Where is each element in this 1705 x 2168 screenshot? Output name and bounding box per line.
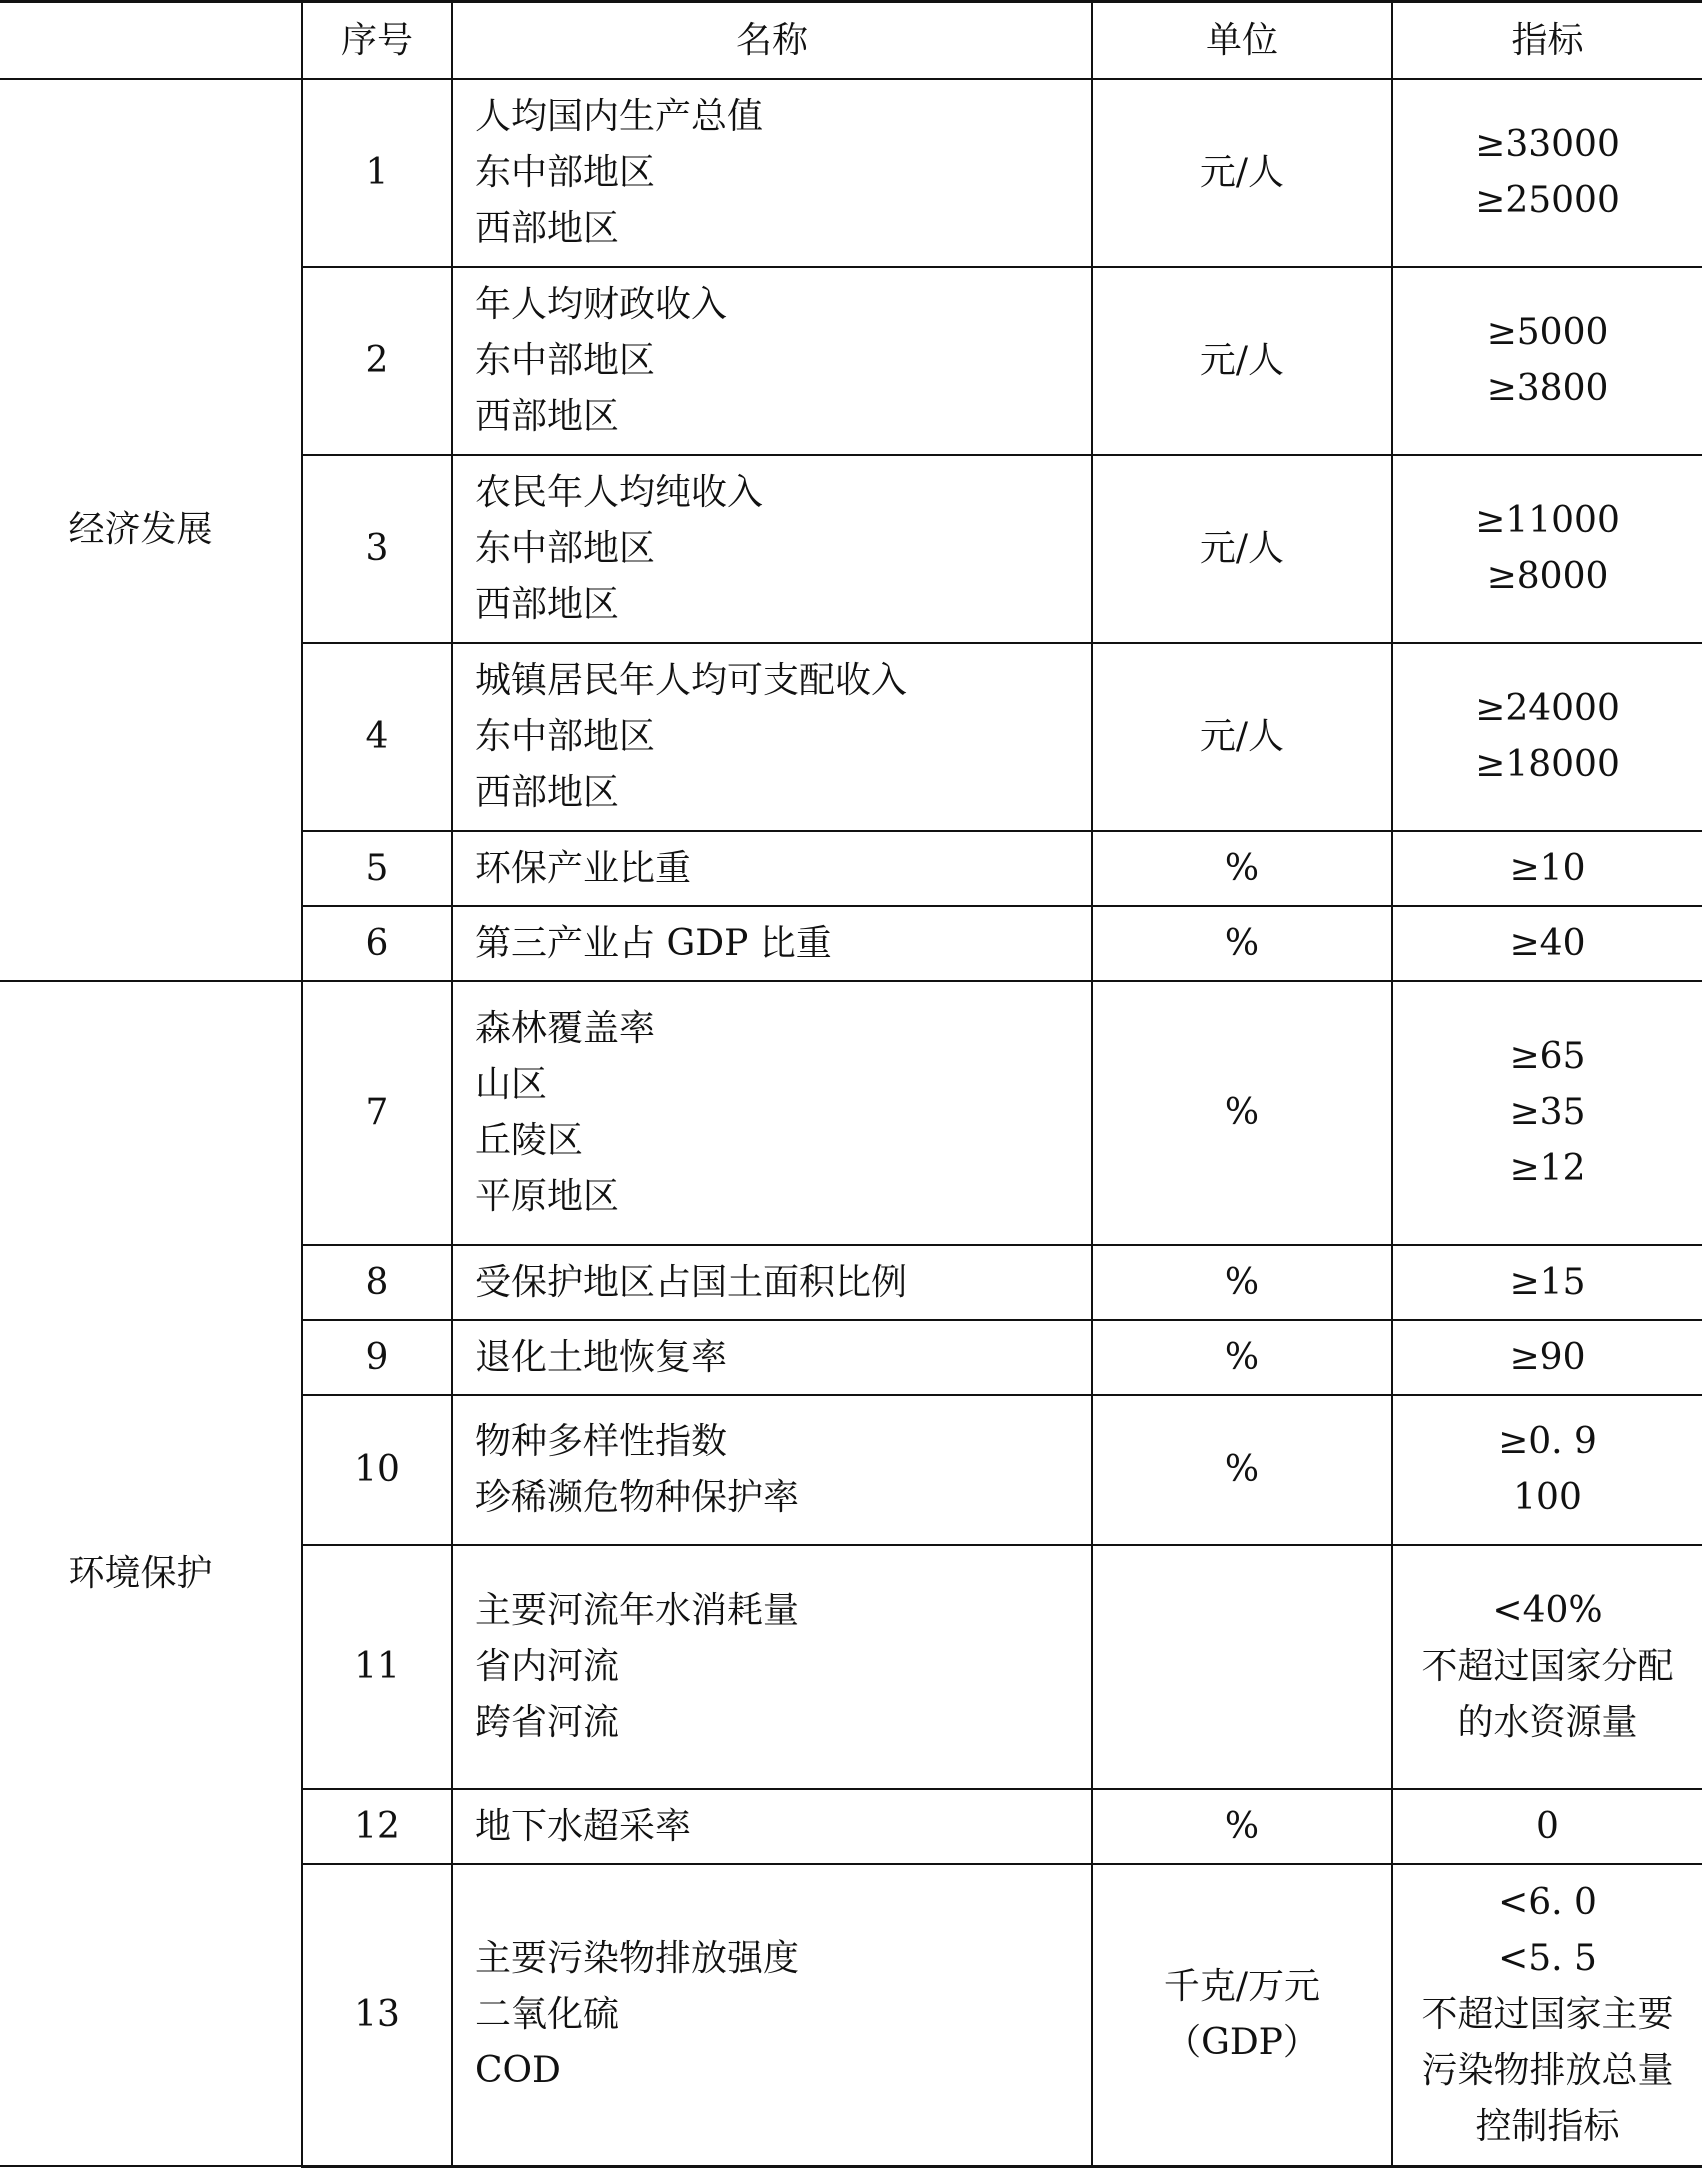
indicator-value-line: 不超过国家主要 — [1421, 1993, 1674, 2035]
row-number-cell: 5 — [302, 831, 452, 906]
indicator-name-line: 平原地区 — [475, 1176, 620, 1217]
table-header-row — [0, 2, 1702, 80]
unit-cell — [1092, 831, 1392, 906]
unit-cell — [1092, 1245, 1392, 1320]
indicator-name-line: 珍稀濒危物种保护率 — [475, 1477, 800, 1518]
unit-line: % — [1224, 922, 1260, 964]
indicator-value-line: ≥24000 — [1475, 688, 1620, 729]
indicator-value-line: ≥33000 — [1475, 124, 1620, 165]
indicator-name-line: 东中部地区 — [475, 716, 656, 757]
indicator-name-line: 第三产业占 GDP 比重 — [475, 922, 832, 964]
indicator-name-line: 西部地区 — [475, 584, 620, 625]
indicator-value-line: ≥18000 — [1475, 744, 1620, 785]
indicator-value-line: ≥3800 — [1486, 368, 1609, 409]
indicator-name-cell — [452, 1320, 1092, 1395]
indicator-name-line: 人均国内生产总值 — [475, 96, 764, 137]
indicator-name-line: 农民年人均纯收入 — [475, 472, 764, 513]
indicator-value-line: 100 — [1513, 1477, 1582, 1518]
indicator-name-line: 受保护地区占国土面积比例 — [475, 1261, 908, 1303]
indicator-value-cell — [1392, 981, 1702, 1245]
indicator-name-cell — [452, 1864, 1092, 2166]
header-category — [0, 2, 302, 80]
indicator-value-line: <40% — [1492, 1590, 1603, 1631]
row-number-cell: 1 — [302, 79, 452, 267]
indicator-name-line: COD — [475, 2049, 561, 2091]
indicator-name-line: 西部地区 — [475, 772, 620, 813]
indicator-value-cell — [1392, 79, 1702, 267]
indicator-value-line: ≥11000 — [1475, 500, 1620, 541]
unit-cell — [1092, 267, 1392, 455]
indicator-value-line: 控制指标 — [1475, 2105, 1620, 2147]
row-number-cell: 9 — [302, 1320, 452, 1395]
row-number-cell: 11 — [302, 1545, 452, 1789]
unit-cell — [1092, 455, 1392, 643]
header-name: 名称 — [452, 2, 1092, 80]
indicator-name-cell — [452, 906, 1092, 981]
indicator-value-line: ≥0. 9 — [1498, 1421, 1597, 1462]
row-number-cell: 2 — [302, 267, 452, 455]
unit-cell — [1092, 906, 1392, 981]
indicator-value-cell — [1392, 1864, 1702, 2166]
indicator-name-line: 城镇居民年人均可支配收入 — [475, 660, 908, 701]
indicator-name-line: 地下水超采率 — [475, 1805, 692, 1847]
category-label: 环境保护 — [68, 1552, 213, 1594]
indicator-name-line: 二氧化硫 — [475, 1993, 620, 2035]
indicator-name-cell — [452, 1789, 1092, 1864]
indicator-value-cell — [1392, 1545, 1702, 1789]
table-body — [0, 79, 1702, 2166]
indicator-name-line: 东中部地区 — [475, 152, 656, 193]
indicator-name-line: 年人均财政收入 — [475, 284, 728, 325]
indicator-value-line: 不超过国家分配 — [1421, 1646, 1674, 1687]
row-number-cell: 4 — [302, 643, 452, 831]
unit-cell — [1092, 1789, 1392, 1864]
unit-cell — [1092, 1395, 1392, 1545]
indicator-value-line: <6. 0 — [1498, 1881, 1597, 1923]
indicator-value-line: ≥25000 — [1475, 180, 1620, 221]
indicator-name-line: 东中部地区 — [475, 340, 656, 381]
table-row — [0, 981, 1702, 1245]
unit-line: % — [1224, 1336, 1260, 1378]
indicator-value-line: <5. 5 — [1498, 1937, 1597, 1979]
indicator-value-cell — [1392, 906, 1702, 981]
indicator-name-cell — [452, 267, 1092, 455]
indicator-value-cell — [1392, 267, 1702, 455]
indicator-value-line: ≥15 — [1509, 1261, 1586, 1303]
indicator-name-line: 丘陵区 — [475, 1120, 584, 1161]
row-number-cell: 10 — [302, 1395, 452, 1545]
header-unit: 单位 — [1092, 2, 1392, 80]
indicator-name-line: 环保产业比重 — [475, 847, 692, 889]
indicator-value-cell — [1392, 1789, 1702, 1864]
indicator-name-line: 退化土地恢复率 — [475, 1336, 728, 1378]
row-number-cell: 3 — [302, 455, 452, 643]
indicator-name-cell — [452, 643, 1092, 831]
indicator-value-line: ≥40 — [1509, 922, 1586, 964]
indicator-name-cell — [452, 1395, 1092, 1545]
indicator-value-line: ≥90 — [1509, 1336, 1586, 1378]
unit-line: % — [1224, 1092, 1260, 1133]
category-cell — [0, 981, 302, 2166]
indicator-name-line: 物种多样性指数 — [475, 1421, 728, 1462]
indicator-name-cell — [452, 79, 1092, 267]
indicator-name-cell — [452, 1545, 1092, 1789]
indicator-name-line: 跨省河流 — [475, 1702, 620, 1743]
indicator-value-cell — [1392, 455, 1702, 643]
indicator-value-line: 污染物排放总量 — [1421, 2049, 1674, 2091]
indicator-name-cell — [452, 455, 1092, 643]
unit-cell — [1092, 643, 1392, 831]
indicator-value-line: ≥65 — [1509, 1036, 1586, 1077]
indicator-name-cell — [452, 981, 1092, 1245]
indicator-value-cell — [1392, 831, 1702, 906]
category-label: 经济发展 — [68, 509, 213, 550]
unit-line: 元/人 — [1199, 528, 1285, 569]
indicator-value-cell — [1392, 1245, 1702, 1320]
unit-line: % — [1224, 1449, 1260, 1490]
unit-cell — [1092, 1864, 1392, 2166]
indicator-name-line: 森林覆盖率 — [475, 1008, 656, 1049]
indicator-value-line: ≥12 — [1509, 1148, 1586, 1189]
table-row — [0, 79, 1702, 267]
row-number-cell: 13 — [302, 1864, 452, 2166]
indicator-value-line: ≥5000 — [1486, 312, 1609, 353]
indicator-value-line: 的水资源量 — [1457, 1702, 1638, 1743]
indicator-name-line: 省内河流 — [475, 1646, 620, 1687]
header-indicator: 指标 — [1392, 2, 1702, 80]
unit-line: 元/人 — [1199, 716, 1285, 757]
unit-cell — [1092, 981, 1392, 1245]
unit-cell — [1092, 1545, 1392, 1789]
row-number-cell: 12 — [302, 1789, 452, 1864]
indicator-name-cell — [452, 831, 1092, 906]
category-cell — [0, 79, 302, 981]
indicator-value-line: ≥35 — [1509, 1092, 1586, 1133]
row-number-cell: 7 — [302, 981, 452, 1245]
indicator-name-line: 东中部地区 — [475, 528, 656, 569]
unit-line: % — [1224, 1805, 1260, 1847]
indicator-name-line: 主要污染物排放强度 — [475, 1937, 800, 1979]
indicator-name-line: 西部地区 — [475, 208, 620, 249]
indicator-value-cell — [1392, 1320, 1702, 1395]
indicator-name-line: 山区 — [475, 1064, 548, 1105]
indicator-value-cell — [1392, 643, 1702, 831]
unit-line: 元/人 — [1199, 152, 1285, 193]
indicator-value-line: ≥10 — [1509, 847, 1586, 889]
indicator-name-line: 主要河流年水消耗量 — [475, 1590, 800, 1631]
row-number-cell: 8 — [302, 1245, 452, 1320]
unit-cell — [1092, 79, 1392, 267]
unit-cell — [1092, 1320, 1392, 1395]
unit-line: 元/人 — [1199, 340, 1285, 381]
unit-line: 千克/万元 — [1163, 1965, 1321, 2007]
indicator-value-line: ≥8000 — [1486, 556, 1609, 597]
indicator-value-line: 0 — [1536, 1805, 1559, 1847]
unit-line: % — [1224, 847, 1260, 889]
indicator-name-cell — [452, 1245, 1092, 1320]
header-number: 序号 — [302, 2, 452, 80]
unit-line: % — [1224, 1261, 1260, 1303]
indicator-value-cell — [1392, 1395, 1702, 1545]
row-number-cell: 6 — [302, 906, 452, 981]
unit-line: （GDP） — [1165, 2021, 1319, 2063]
indicator-name-line: 西部地区 — [475, 396, 620, 437]
